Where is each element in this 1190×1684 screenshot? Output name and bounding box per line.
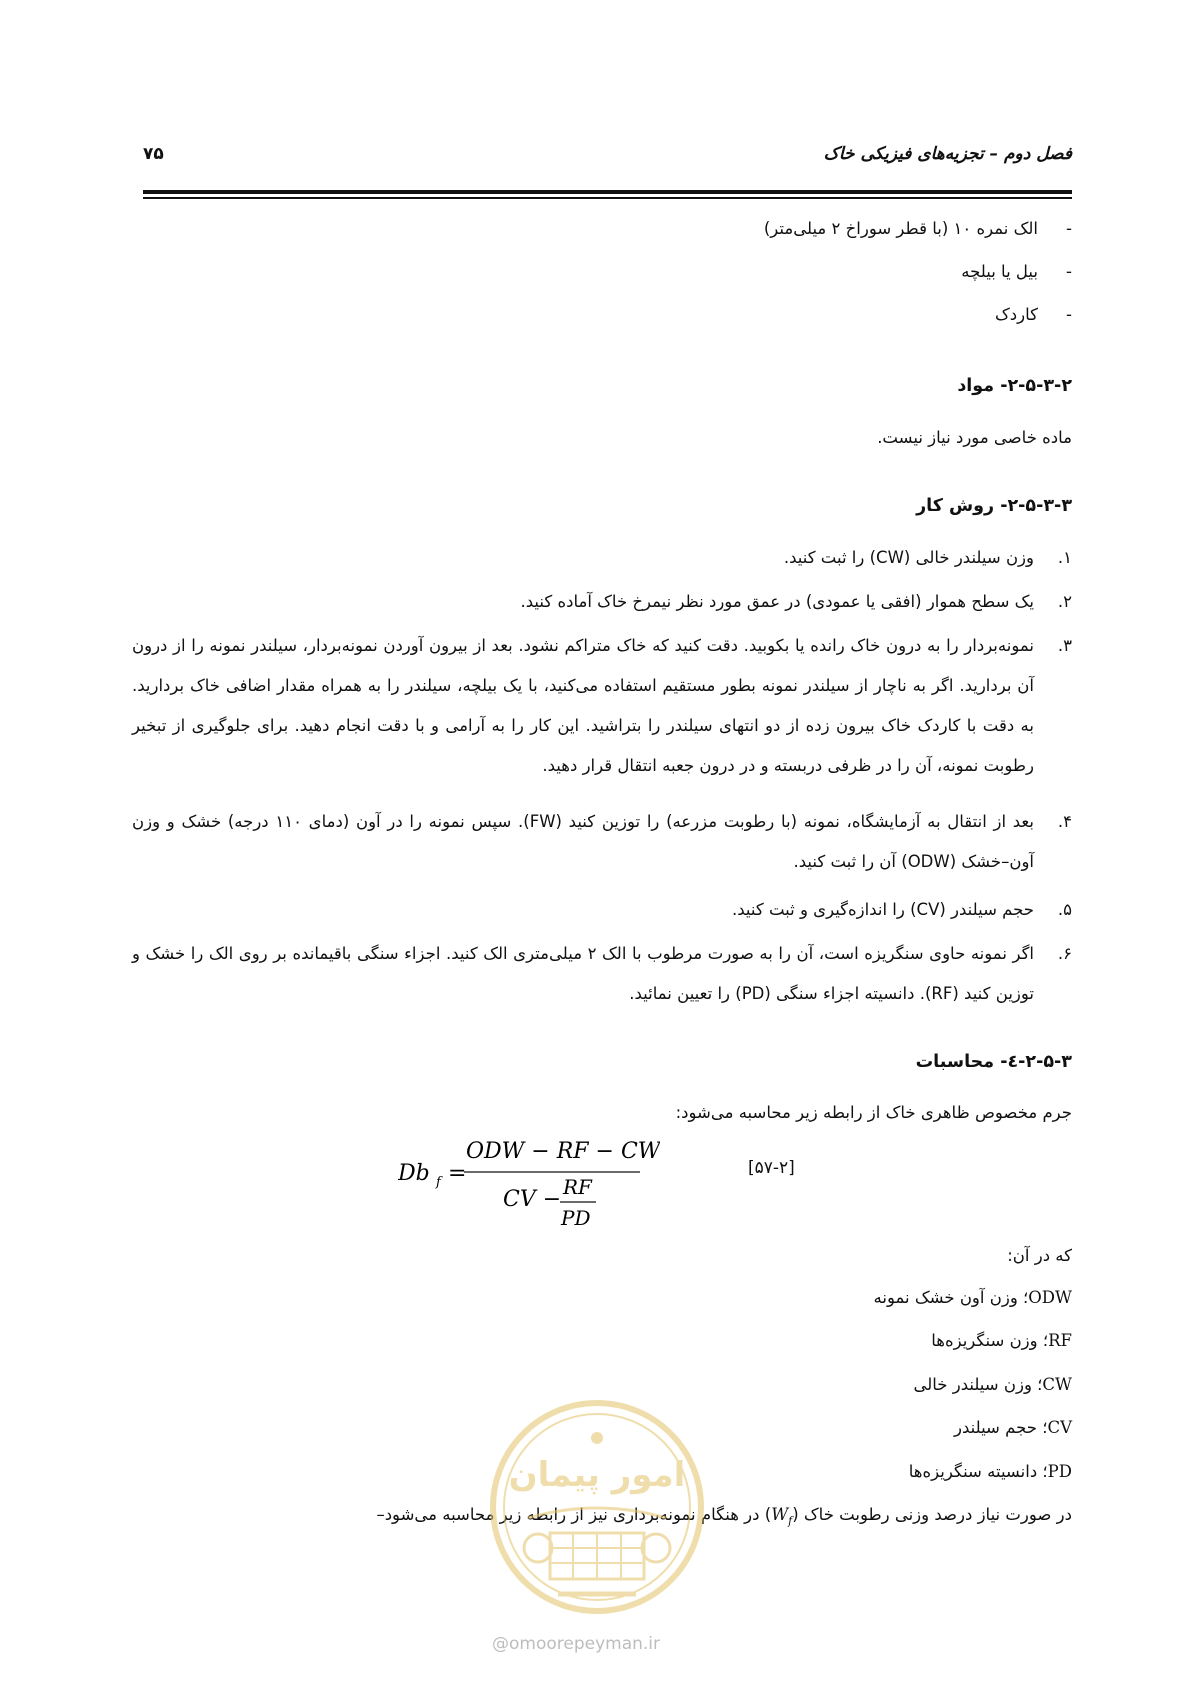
bulk-density-formula <box>398 1130 660 1230</box>
watermark-url: @omoorepeyman.ir <box>492 1634 661 1654</box>
watermark-logo <box>488 1398 706 1616</box>
calc-intro: جرم مخصوص ظاهری خاک از رابطه زیر محاسبه می‌شود: <box>675 1103 1072 1122</box>
procedure-step: ۱. وزن سیلندر خالی (CW) را ثبت کنید. <box>783 548 1072 567</box>
materials-text: ماده خاصی مورد نیاز نیست. <box>877 428 1072 447</box>
header-rule-thin <box>143 197 1072 199</box>
formula-svg <box>398 1130 660 1230</box>
definition-cw: CW؛ وزن سیلندر خالی <box>913 1375 1072 1394</box>
definition-odw: ODW؛ وزن آون خشک نمونه <box>873 1288 1072 1307</box>
procedure-step: ۴. بعد از انتقال به آزمایشگاه، نمونه (با رطوبت مزرعه) را توزین کنید (FW). سپس نمونه را در آون (دمای ۱۱۰ درجه) خشک و وزن آون–خشک (ODW) آن را ثبت کنید. <box>132 812 1072 871</box>
definition-rf: RF؛ وزن سنگریزه‌ها <box>931 1331 1072 1350</box>
section-heading-calculations: ۲-۵-۳-٤- محاسبات <box>915 1052 1072 1072</box>
watermark-seal-icon <box>488 1398 706 1616</box>
definition-pd: PD؛ دانسیته سنگریزه‌ها <box>908 1462 1072 1481</box>
formula-inner-numerator: RF <box>563 1175 592 1199</box>
equipment-item: -الک نمره ۱۰ (با قطر سوراخ ۲ میلی‌متر) <box>763 219 1072 238</box>
formula-lhs-subscript: f <box>436 1175 441 1190</box>
moisture-intro: در صورت نیاز درصد وزنی رطوبت خاک $(W_f)$ در هنگام نمونه‌برداری نیز از رابطه زیر محاسبه می‌شود– <box>376 1505 1072 1528</box>
page-number: ۷۵ <box>143 144 164 164</box>
procedure-step: ۵. حجم سیلندر (CV) را اندازه‌گیری و ثبت کنید. <box>731 900 1072 919</box>
watermark-logo-text: امور پیمان <box>508 1455 686 1495</box>
equipment-item: -کاردک <box>995 305 1072 324</box>
header-rule-thick <box>143 190 1072 194</box>
procedure-step: ۲. یک سطح هموار (افقی یا عمودی) در عمق مورد نظر نیمرخ خاک آماده کنید. <box>520 592 1072 611</box>
procedure-step: ۳. نمونه‌بردار را به درون خاک رانده یا بکوبید. دقت کنید که خاک متراکم نشود. بعد از بیرون آوردن نمونه‌بردار، سیلندر نمونه را از درون آن بردارید. اگر به ناچار از سیلندر نمونه بطور مستقیم استفاده می‌کنید، با یک بیلچه، سیلندر را به همراه مقدار اضافی خاک بردارید. به دقت با کاردک خاک بیرون زده از دو انتهای سیلندر را بتراشید. این کار را به آرامی و با دقت انجام دهید. برای جلوگیری از تبخیر رطوبت نمونه، آن را در ظرفی دربسته و در درون جعبه انتقال قرار دهید. <box>132 636 1072 775</box>
definition-cv: CV؛ حجم سیلندر <box>954 1418 1072 1437</box>
formula-numerator: ODW − RF − CW <box>466 1139 660 1164</box>
formula-inner-denominator: PD <box>561 1206 591 1230</box>
equation-number: [۵۷-۲] <box>748 1158 795 1178</box>
equipment-item: -بیل یا بیلچه <box>961 262 1072 281</box>
formula-lhs: Db <box>398 1161 430 1186</box>
svg-text:=: = <box>448 1161 467 1186</box>
procedure-step: ۶. اگر نمونه حاوی سنگریزه است، آن را به صورت مرطوب با الک ۲ میلی‌متری الک کنید. اجزاء سنگی باقیمانده بر روی الک را خشک و توزین کنید (RF). دانسیته اجزاء سنگی (PD) را تعیین نمائید. <box>132 944 1072 1003</box>
section-heading-procedure: ۲-۵-۳-۳- روش کار <box>916 496 1072 516</box>
formula-denominator-left: CV − <box>503 1187 562 1212</box>
section-heading-materials: ۲-۵-۳-۲- مواد <box>957 376 1072 396</box>
where-label: که در آن: <box>1007 1246 1072 1265</box>
running-header-title: فصل دوم – تجزیه‌های فیزیکی خاک <box>823 144 1072 164</box>
